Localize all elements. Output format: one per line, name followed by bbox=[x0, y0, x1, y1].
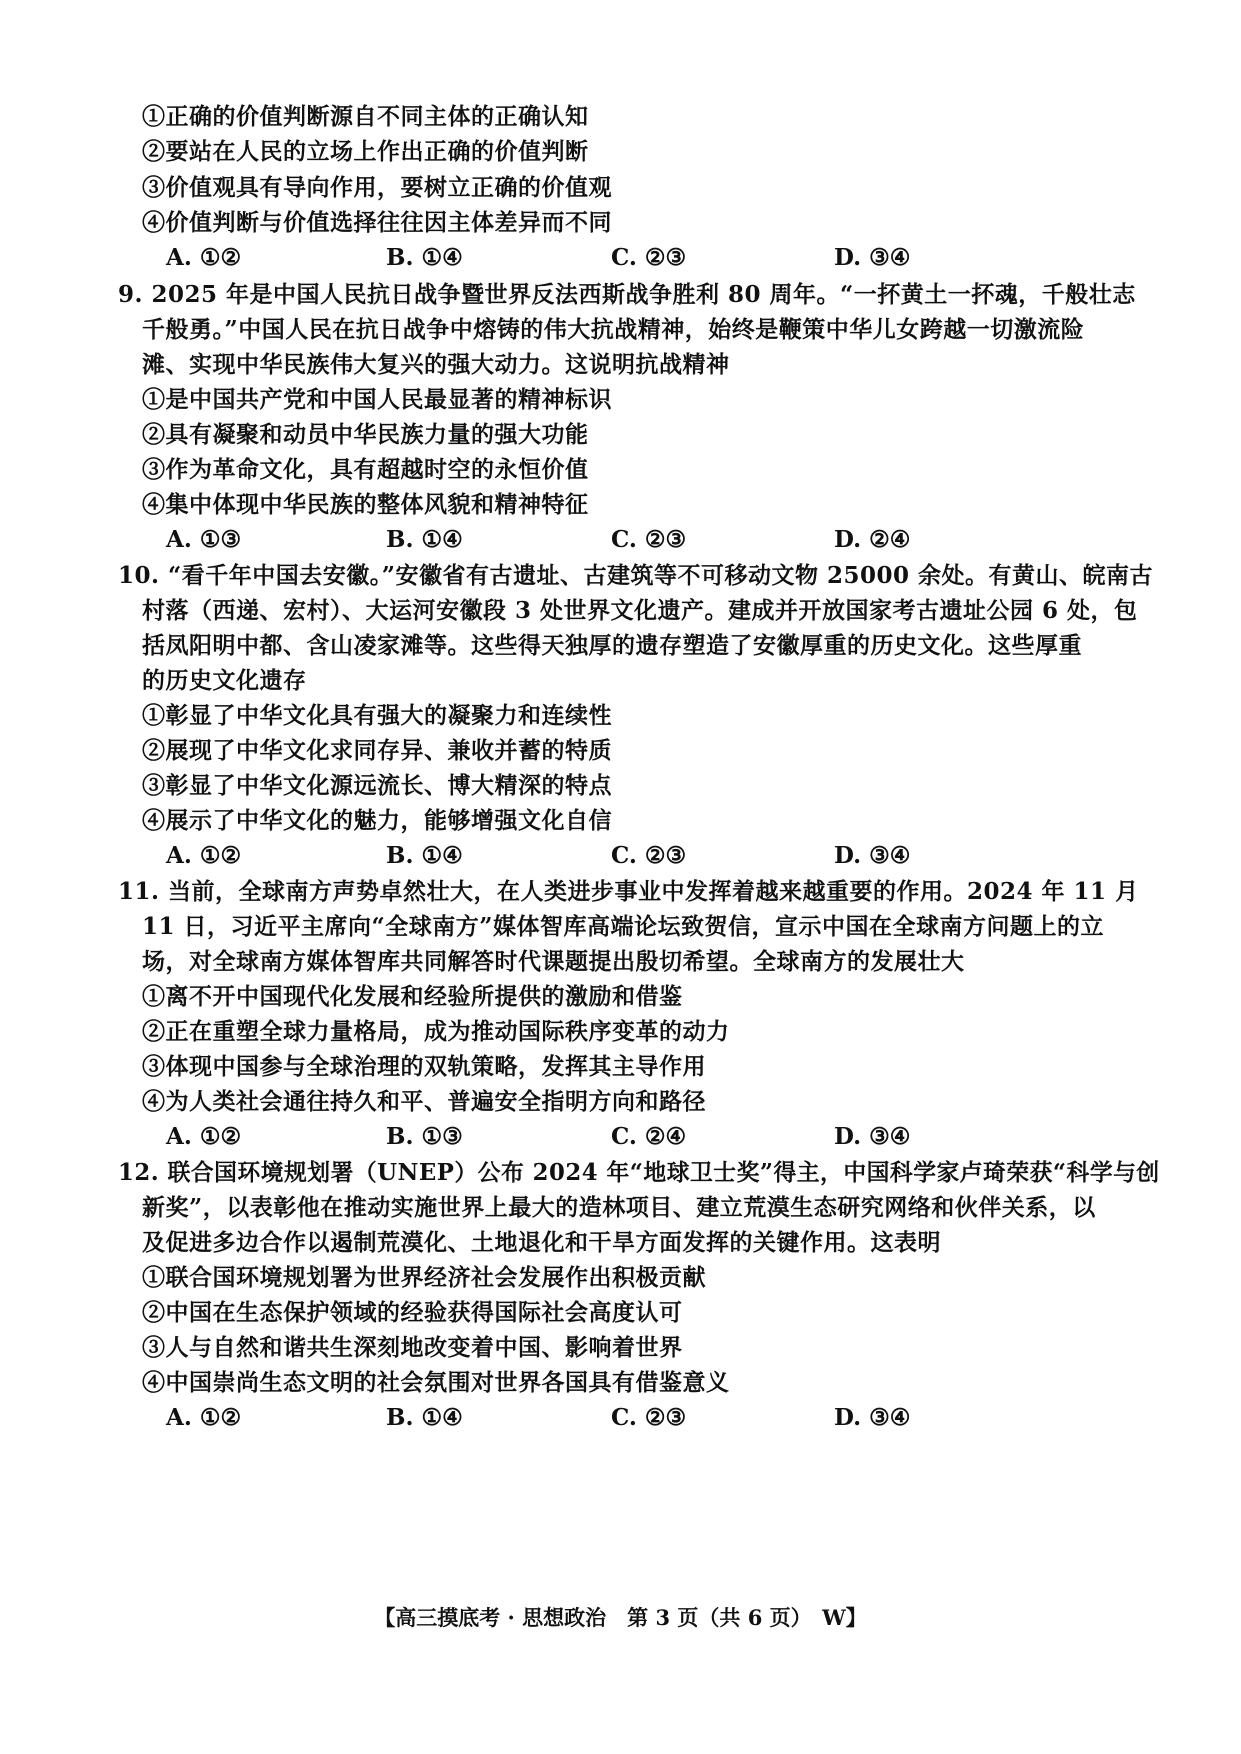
q10-stem-line-1: 10. “看千年中国去安徽。”安徽省有古遗址、古建筑等不可移动文物 25000 余处。有黄山、皖南古 bbox=[118, 562, 1154, 589]
q12-stem-line-3: 及促进多边合作以遏制荒漠化、土地退化和干旱方面发挥的关键作用。这表明 bbox=[142, 1229, 941, 1256]
q8-option-b[interactable]: B. ①④ bbox=[386, 244, 463, 271]
q10-item-2: ②展现了中华文化求同存异、兼收并蓄的特质 bbox=[142, 737, 612, 764]
q12-option-a[interactable]: A. ①② bbox=[166, 1404, 242, 1431]
q9-item-4: ④集中体现中华民族的整体风貌和精神特征 bbox=[142, 491, 589, 518]
q8-item-3: ③价值观具有导向作用，要树立正确的价值观 bbox=[142, 174, 612, 201]
q11-item-2: ②正在重塑全球力量格局，成为推动国际秩序变革的动力 bbox=[142, 1018, 730, 1045]
q10-stem-line-4: 的历史文化遗存 bbox=[142, 667, 307, 694]
q12-options bbox=[0, 1405, 1241, 1431]
q10-item-1: ①彰显了中华文化具有强大的凝聚力和连续性 bbox=[142, 702, 612, 729]
q11-option-d[interactable]: D. ③④ bbox=[834, 1123, 911, 1150]
q12-option-c[interactable]: C. ②③ bbox=[611, 1404, 687, 1431]
q8-item-2: ②要站在人民的立场上作出正确的价值判断 bbox=[142, 138, 589, 165]
q10-item-4: ④展示了中华文化的魅力，能够增强文化自信 bbox=[142, 807, 612, 834]
q9-option-b[interactable]: B. ①④ bbox=[386, 526, 463, 553]
q8-option-c[interactable]: C. ②③ bbox=[611, 244, 687, 271]
q9-item-2: ②具有凝聚和动员中华民族力量的强大功能 bbox=[142, 421, 589, 448]
q8-item-4: ④价值判断与价值选择往往因主体差异而不同 bbox=[142, 209, 612, 236]
page-footer: 【高三摸底考 · 思想政治 第 3 页（共 6 页） W】 bbox=[374, 1605, 867, 1630]
q11-item-1: ①离不开中国现代化发展和经验所提供的激励和借鉴 bbox=[142, 983, 683, 1010]
q8-option-a[interactable]: A. ①② bbox=[166, 244, 242, 271]
q10-item-3: ③彰显了中华文化源远流长、博大精深的特点 bbox=[142, 772, 612, 799]
q12-option-b[interactable]: B. ①④ bbox=[386, 1404, 463, 1431]
q11-stem-line-1: 11. 当前，全球南方声势卓然壮大，在人类进步事业中发挥着越来越重要的作用。2024 年 11 月 bbox=[118, 878, 1139, 905]
q9-option-c[interactable]: C. ②③ bbox=[611, 526, 687, 553]
q12-option-d[interactable]: D. ③④ bbox=[834, 1404, 911, 1431]
q10-options bbox=[0, 843, 1241, 869]
q8-item-1: ①正确的价值判断源自不同主体的正确认知 bbox=[142, 103, 589, 130]
q11-stem-line-2: 11 日，习近平主席向“全球南方”媒体智库高端论坛致贺信，宣示中国在全球南方问题上的立 bbox=[142, 913, 1104, 940]
q11-option-b[interactable]: B. ①③ bbox=[386, 1123, 463, 1150]
q11-option-c[interactable]: C. ②④ bbox=[611, 1123, 687, 1150]
q12-stem-line-2: 新奖”，以表彰他在推动实施世界上最大的造林项目、建立荒漠生态研究网络和伙伴关系，以 bbox=[142, 1194, 1096, 1221]
q9-stem-line-3: 滩、实现中华民族伟大复兴的强大动力。这说明抗战精神 bbox=[142, 351, 730, 378]
q9-options bbox=[0, 527, 1241, 553]
q11-options bbox=[0, 1124, 1241, 1150]
q10-stem-line-2: 村落（西递、宏村）、大运河安徽段 3 处世界文化遗产。建成并开放国家考古遗址公园 6 处，包 bbox=[142, 597, 1138, 624]
q9-item-1: ①是中国共产党和中国人民最显著的精神标识 bbox=[142, 386, 612, 413]
q11-item-3: ③体现中国参与全球治理的双轨策略，发挥其主导作用 bbox=[142, 1053, 706, 1080]
q12-item-4: ④中国崇尚生态文明的社会氛围对世界各国具有借鉴意义 bbox=[142, 1369, 730, 1396]
q10-option-a[interactable]: A. ①② bbox=[166, 842, 242, 869]
q9-option-d[interactable]: D. ②④ bbox=[834, 526, 911, 553]
q12-stem-line-1: 12. 联合国环境规划署（UNEP）公布 2024 年“地球卫士奖”得主，中国科学家卢琦荣获“科学与创 bbox=[118, 1159, 1160, 1186]
q10-option-c[interactable]: C. ②③ bbox=[611, 842, 687, 869]
q12-item-2: ②中国在生态保护领域的经验获得国际社会高度认可 bbox=[142, 1299, 683, 1326]
q9-stem-line-2: 千般勇。”中国人民在抗日战争中熔铸的伟大抗战精神，始终是鞭策中华儿女跨越一切激流险 bbox=[142, 316, 1085, 343]
q9-stem-line-1: 9. 2025 年是中国人民抗日战争暨世界反法西斯战争胜利 80 周年。“一抔黄土一抔魂，千般壮志 bbox=[118, 281, 1136, 308]
q10-stem-line-3: 括凤阳明中都、含山凌家滩等。这些得天独厚的遗存塑造了安徽厚重的历史文化。这些厚重 bbox=[142, 632, 1082, 659]
q12-item-1: ①联合国环境规划署为世界经济社会发展作出积极贡献 bbox=[142, 1264, 706, 1291]
q8-options bbox=[0, 245, 1241, 271]
q11-stem-line-3: 场，对全球南方媒体智库共同解答时代课题提出殷切希望。全球南方的发展壮大 bbox=[142, 948, 965, 975]
q9-option-a[interactable]: A. ①③ bbox=[166, 526, 242, 553]
q12-item-3: ③人与自然和谐共生深刻地改变着中国、影响着世界 bbox=[142, 1334, 683, 1361]
q10-option-d[interactable]: D. ③④ bbox=[834, 842, 911, 869]
q8-option-d[interactable]: D. ③④ bbox=[834, 244, 911, 271]
q10-option-b[interactable]: B. ①④ bbox=[386, 842, 463, 869]
q11-item-4: ④为人类社会通往持久和平、普遍安全指明方向和路径 bbox=[142, 1088, 706, 1115]
q11-option-a[interactable]: A. ①② bbox=[166, 1123, 242, 1150]
q9-item-3: ③作为革命文化，具有超越时空的永恒价值 bbox=[142, 456, 589, 483]
